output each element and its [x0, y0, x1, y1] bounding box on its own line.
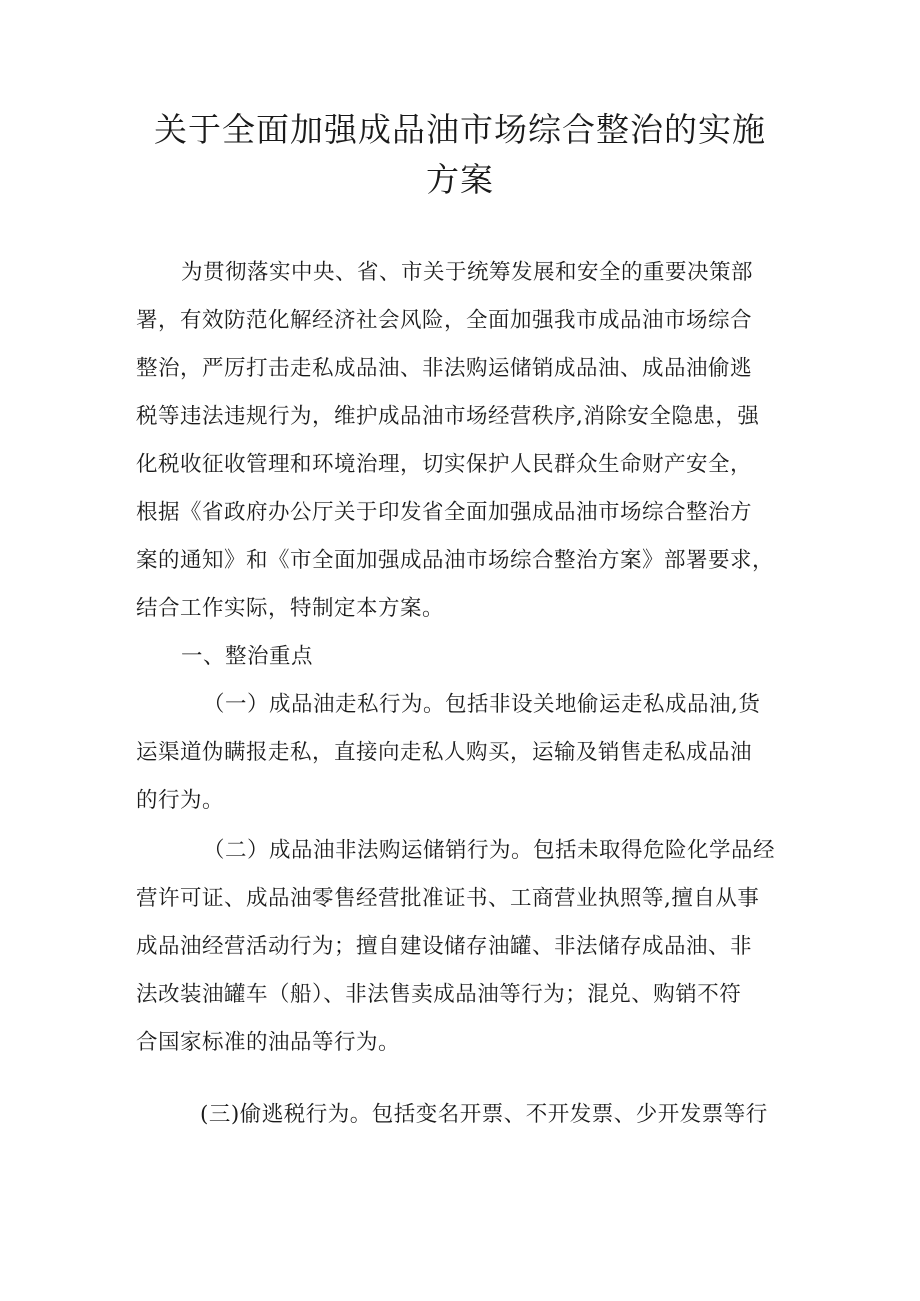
- intro-line-3: 整治，严厉打击走私成品油、非法购运储销成品油、成品油偷逃: [136, 356, 753, 381]
- intro-line-1: 为贯彻落实中央、省、市关于统筹发展和安全的重要决策部: [181, 260, 754, 285]
- item1-line-3: 的行为。: [136, 788, 225, 813]
- section-heading-1: 一、整治重点: [181, 644, 314, 669]
- intro-line-7: 案的通知》和《市全面加强成品油市场综合整治方案》部署要求，: [136, 548, 775, 573]
- document-title-line-2: 方案: [426, 160, 494, 199]
- item2-line-3: 成品油经营活动行为；擅自建设储存油罐、非法储存成品油、非: [136, 934, 753, 959]
- item3-line-1: (三)偷逃税行为。包括变名开票、不开发票、少开发票等行: [200, 1102, 768, 1127]
- intro-line-4: 税等违法违规行为，维护成品油市场经营秩序,消除安全隐患，强: [136, 404, 760, 429]
- intro-line-8: 结合工作实际，特制定本方案。: [136, 596, 445, 621]
- item2-line-1: （二）成品油非法购运储销行为。包括未取得危险化学品经: [203, 838, 776, 863]
- intro-line-2: 署，有效防范化解经济社会风险，全面加强我市成品油市场综合: [136, 308, 753, 333]
- item1-line-2: 运渠道伪瞒报走私，直接向走私人购买，运输及销售走私成品油: [136, 740, 753, 765]
- item2-line-2: 营许可证、成品油零售经营批准证书、工商营业执照等,擅自从事: [136, 886, 760, 911]
- item1-line-1: （一）成品油走私行为。包括非设关地偷运走私成品油,货: [203, 692, 761, 717]
- intro-line-5: 化税收征收管理和环境治理，切实保护人民群众生命财产安全，: [136, 452, 753, 477]
- intro-line-6: 根据《省政府办公厅关于印发省全面加强成品油市场综合整治方: [136, 500, 753, 525]
- item2-line-4: 法改装油罐车（船）、非法售卖成品油等行为；混兑、购销不符: [136, 982, 742, 1007]
- document-title-line-1: 关于全面加强成品油市场综合整治的实施: [154, 110, 766, 149]
- item2-line-5: 合国家标准的油品等行为。: [136, 1030, 401, 1055]
